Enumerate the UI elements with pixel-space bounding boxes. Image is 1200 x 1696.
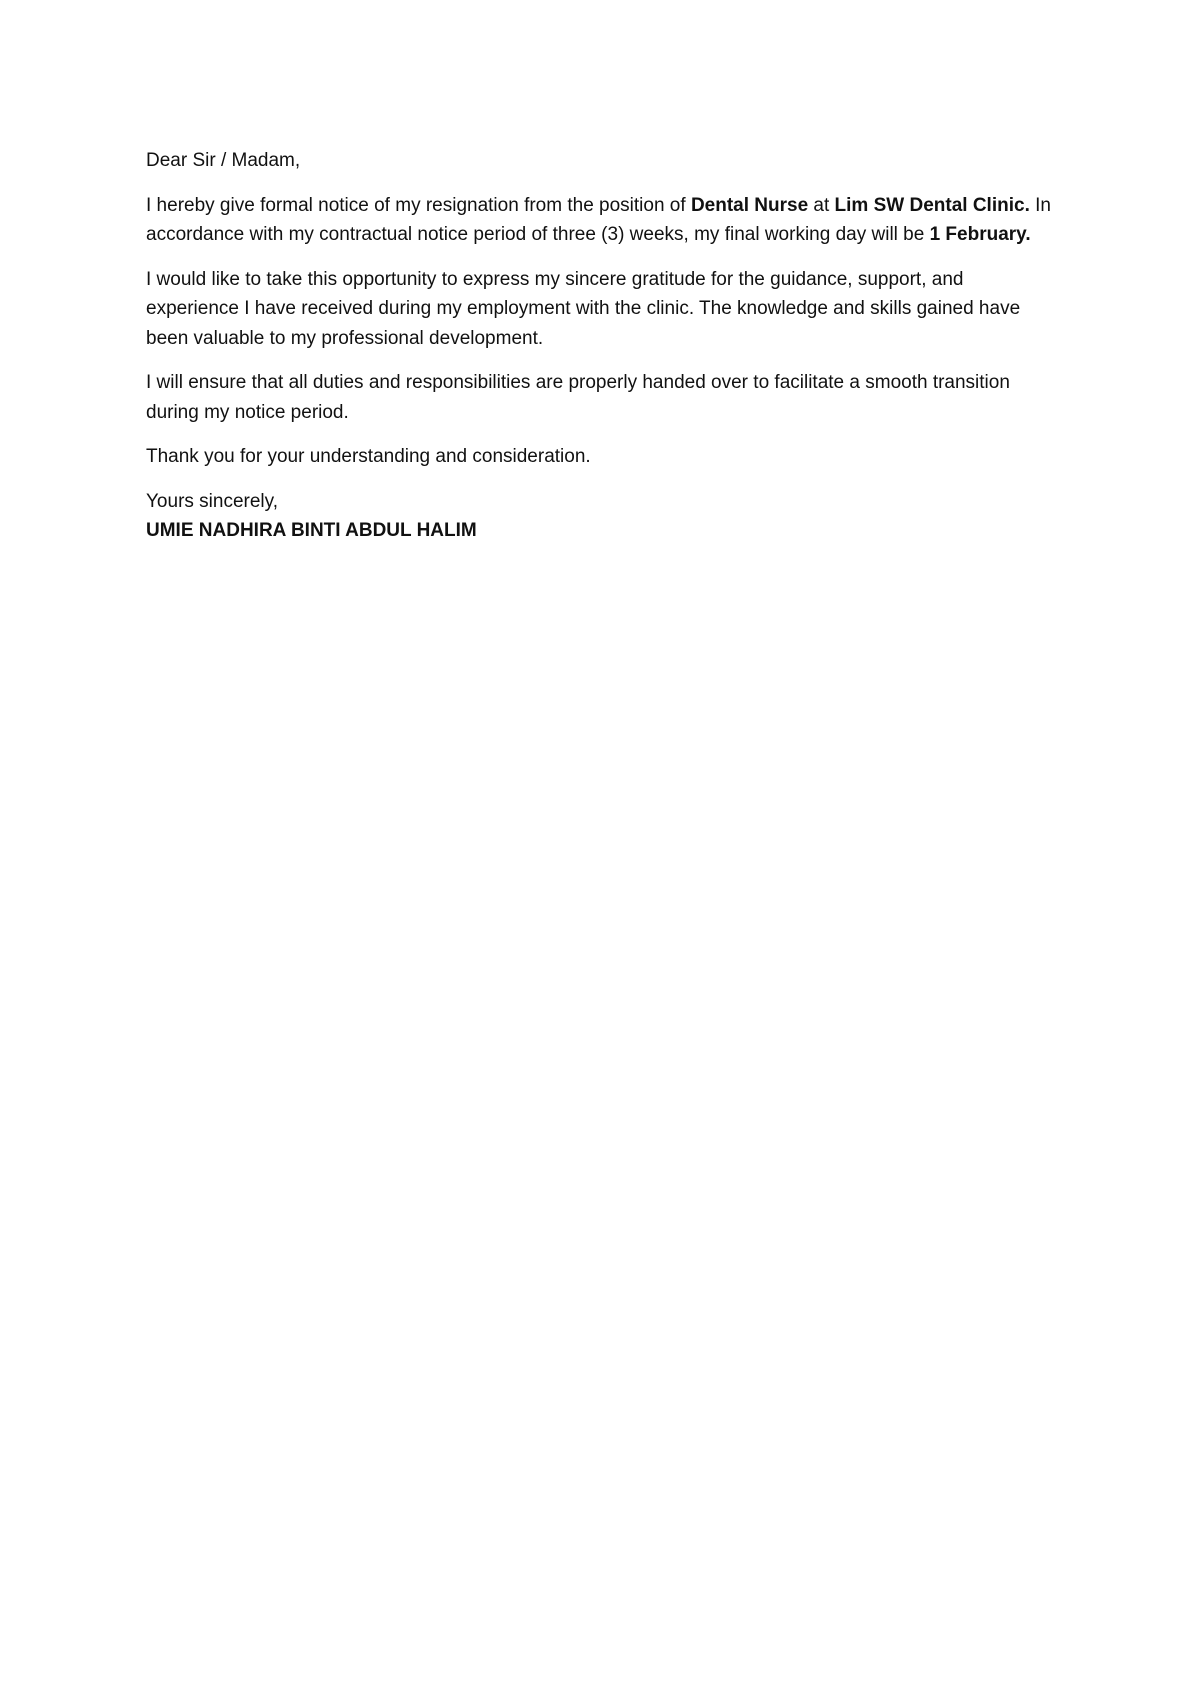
paragraph1-text-a: I hereby give formal notice of my resignation from the position of	[146, 194, 691, 216]
paragraph-thanks: Thank you for your understanding and consideration.	[146, 446, 591, 467]
paragraph-resignation-notice	[146, 191, 1061, 250]
salutation: Dear Sir / Madam,	[146, 150, 301, 171]
resignation-letter	[146, 146, 1061, 561]
position-title: Dental Nurse	[690, 194, 809, 216]
final-working-day: 1 February.	[929, 224, 1031, 245]
signatory-name: UMIE NADHIRA BINTI ABDUL HALIM	[146, 520, 477, 541]
paragraph-gratitude: I would like to take this opportunity to express my sincere gratitude for the guidance, support, and experience I have received during my employment with the clinic. The knowledge and skills gained have been valuable to my professional development.	[146, 268, 1021, 349]
paragraph-handover: I will ensure that all duties and responsibilities are properly handed over to facilitate a smooth transition during my notice period.	[146, 372, 1010, 423]
clinic-name: Lim SW Dental Clinic.	[834, 194, 1030, 216]
paragraph1-text-b: at	[808, 194, 835, 216]
closing-phrase: Yours sincerely,	[146, 490, 279, 512]
closing-block	[146, 487, 1061, 546]
paragraph1-text-c: In accordance with my contractual notice period of three (3) weeks, my final working day will be	[146, 194, 1051, 245]
